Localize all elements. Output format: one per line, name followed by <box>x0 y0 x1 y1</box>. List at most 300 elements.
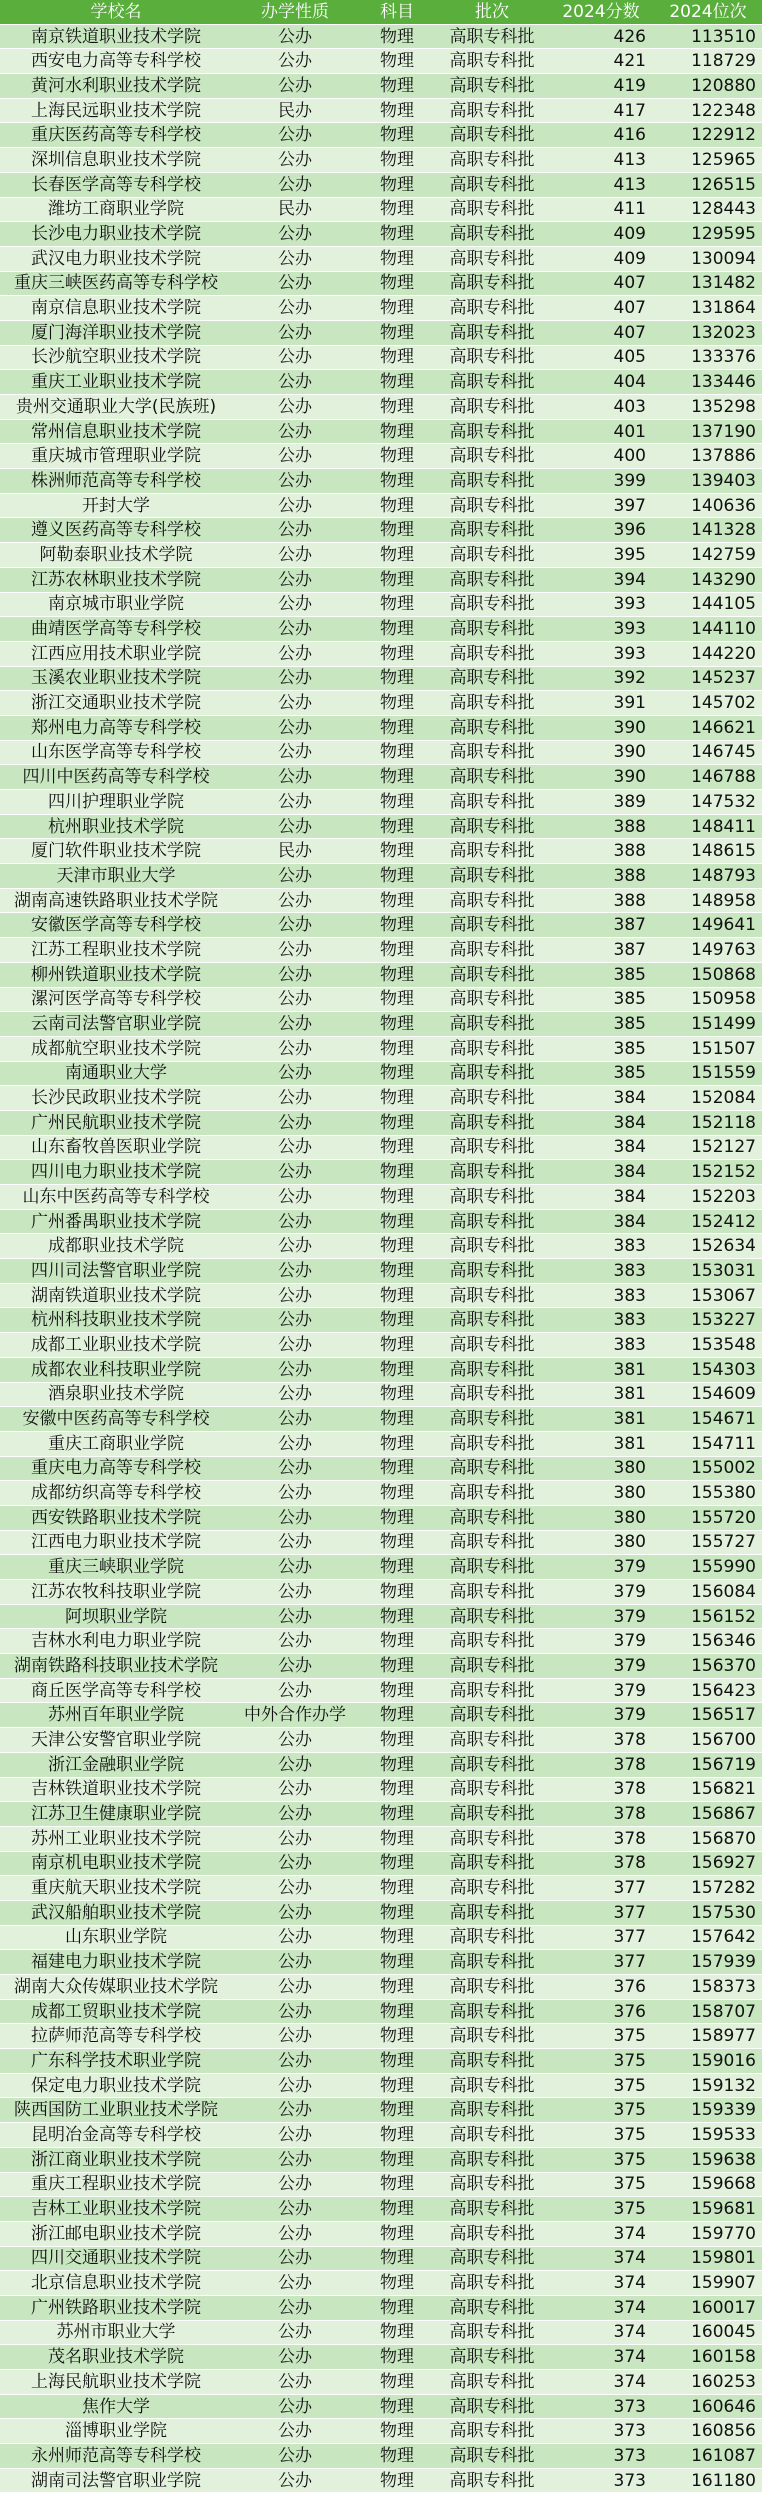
rank-cell: 160017 <box>654 2295 762 2320</box>
school-name-cell: 杭州科技职业技术学院 <box>0 1308 232 1333</box>
batch-cell: 高职专科批 <box>436 1061 548 1086</box>
rank-cell: 156084 <box>654 1580 762 1605</box>
table-row <box>0 222 762 247</box>
batch-cell: 高职专科批 <box>436 1752 548 1777</box>
score-cell: 383 <box>548 1333 654 1358</box>
subject-cell: 物理 <box>358 1728 436 1753</box>
score-cell: 417 <box>548 98 654 123</box>
school-name-cell: 厦门海洋职业技术学院 <box>0 320 232 345</box>
nature-cell: 公办 <box>232 1283 358 1308</box>
subject-cell: 物理 <box>358 1802 436 1827</box>
subject-cell: 物理 <box>358 1604 436 1629</box>
subject-cell: 物理 <box>358 1012 436 1037</box>
subject-cell: 物理 <box>358 1456 436 1481</box>
batch-cell: 高职专科批 <box>436 49 548 74</box>
batch-cell: 高职专科批 <box>436 2271 548 2296</box>
nature-cell: 公办 <box>232 1826 358 1851</box>
score-cell: 379 <box>548 1604 654 1629</box>
subject-cell: 物理 <box>358 148 436 173</box>
nature-cell: 公办 <box>232 2444 358 2469</box>
score-cell: 373 <box>548 2444 654 2469</box>
subject-cell: 物理 <box>358 1407 436 1432</box>
table-body <box>0 24 762 2493</box>
subject-cell: 物理 <box>358 271 436 296</box>
nature-cell: 公办 <box>232 888 358 913</box>
rank-cell: 133376 <box>654 345 762 370</box>
subject-cell: 物理 <box>358 962 436 987</box>
school-name-cell: 重庆航天职业技术学院 <box>0 1876 232 1901</box>
nature-cell: 公办 <box>232 740 358 765</box>
subject-cell: 物理 <box>358 1851 436 1876</box>
rank-cell: 120880 <box>654 74 762 99</box>
rank-cell: 146745 <box>654 740 762 765</box>
nature-cell: 公办 <box>232 1777 358 1802</box>
rank-cell: 159770 <box>654 2221 762 2246</box>
score-cell: 405 <box>548 345 654 370</box>
subject-cell: 物理 <box>358 493 436 518</box>
school-name-cell: 重庆三峡医药高等专科学校 <box>0 271 232 296</box>
subject-cell: 物理 <box>358 2345 436 2370</box>
nature-cell: 公办 <box>232 1975 358 2000</box>
score-cell: 407 <box>548 296 654 321</box>
subject-cell: 物理 <box>358 1061 436 1086</box>
score-cell: 381 <box>548 1431 654 1456</box>
table-row <box>0 814 762 839</box>
batch-cell: 高职专科批 <box>436 617 548 642</box>
table-row <box>0 913 762 938</box>
rank-cell: 150958 <box>654 987 762 1012</box>
table-row <box>0 2370 762 2395</box>
nature-cell: 公办 <box>232 1580 358 1605</box>
rank-cell: 143290 <box>654 567 762 592</box>
school-name-cell: 吉林工业职业技术学院 <box>0 2197 232 2222</box>
nature-cell: 民办 <box>232 839 358 864</box>
score-cell: 384 <box>548 1110 654 1135</box>
table-row <box>0 1876 762 1901</box>
nature-cell: 公办 <box>232 592 358 617</box>
rank-cell: 159132 <box>654 2073 762 2098</box>
rank-cell: 157282 <box>654 1876 762 1901</box>
rank-cell: 131864 <box>654 296 762 321</box>
subject-cell: 物理 <box>358 74 436 99</box>
score-cell: 385 <box>548 1036 654 1061</box>
rank-cell: 156821 <box>654 1777 762 1802</box>
score-cell: 388 <box>548 864 654 889</box>
score-cell: 404 <box>548 370 654 395</box>
nature-cell: 中外合作办学 <box>232 1703 358 1728</box>
subject-cell: 物理 <box>358 24 436 49</box>
batch-cell: 高职专科批 <box>436 2147 548 2172</box>
table-row <box>0 1900 762 1925</box>
school-name-cell: 重庆城市管理职业学院 <box>0 444 232 469</box>
subject-cell: 物理 <box>358 2419 436 2444</box>
subject-cell: 物理 <box>358 1678 436 1703</box>
nature-cell: 公办 <box>232 419 358 444</box>
score-cell: 403 <box>548 395 654 420</box>
subject-cell: 物理 <box>358 543 436 568</box>
score-cell: 387 <box>548 938 654 963</box>
school-name-cell: 遵义医药高等专科学校 <box>0 518 232 543</box>
rank-cell: 139403 <box>654 469 762 494</box>
score-cell: 426 <box>548 24 654 49</box>
nature-cell: 公办 <box>232 2295 358 2320</box>
rank-cell: 152118 <box>654 1110 762 1135</box>
batch-cell: 高职专科批 <box>436 666 548 691</box>
subject-cell: 物理 <box>358 864 436 889</box>
subject-cell: 物理 <box>358 1234 436 1259</box>
subject-cell: 物理 <box>358 2221 436 2246</box>
subject-cell: 物理 <box>358 691 436 716</box>
subject-cell: 物理 <box>358 1555 436 1580</box>
nature-cell: 公办 <box>232 641 358 666</box>
school-name-cell: 南京铁道职业技术学院 <box>0 24 232 49</box>
table-row <box>0 641 762 666</box>
subject-cell: 物理 <box>358 345 436 370</box>
table-row <box>0 1851 762 1876</box>
score-cell: 399 <box>548 469 654 494</box>
score-cell: 379 <box>548 1678 654 1703</box>
nature-cell: 公办 <box>232 1431 358 1456</box>
nature-cell: 公办 <box>232 2394 358 2419</box>
score-cell: 374 <box>548 2221 654 2246</box>
nature-cell: 公办 <box>232 1678 358 1703</box>
batch-cell: 高职专科批 <box>436 913 548 938</box>
subject-cell: 物理 <box>358 1283 436 1308</box>
school-name-cell: 南京城市职业学院 <box>0 592 232 617</box>
nature-cell: 公办 <box>232 1259 358 1284</box>
score-cell: 385 <box>548 987 654 1012</box>
rank-cell: 160158 <box>654 2345 762 2370</box>
batch-cell: 高职专科批 <box>436 715 548 740</box>
table-row <box>0 2197 762 2222</box>
school-name-cell: 长沙电力职业技术学院 <box>0 222 232 247</box>
subject-cell: 物理 <box>358 2049 436 2074</box>
table-row <box>0 1555 762 1580</box>
batch-cell: 高职专科批 <box>436 1431 548 1456</box>
table-row <box>0 1530 762 1555</box>
batch-cell: 高职专科批 <box>436 1234 548 1259</box>
batch-cell: 高职专科批 <box>436 864 548 889</box>
school-name-cell: 苏州市职业大学 <box>0 2320 232 2345</box>
batch-cell: 高职专科批 <box>436 148 548 173</box>
school-name-cell: 吉林水利电力职业学院 <box>0 1629 232 1654</box>
school-name-cell: 陕西国防工业职业技术学院 <box>0 2098 232 2123</box>
batch-cell: 高职专科批 <box>436 419 548 444</box>
table-row <box>0 1505 762 1530</box>
score-cell: 381 <box>548 1357 654 1382</box>
rank-cell: 145237 <box>654 666 762 691</box>
score-cell: 378 <box>548 1851 654 1876</box>
school-name-cell: 南通职业大学 <box>0 1061 232 1086</box>
batch-cell: 高职专科批 <box>436 2246 548 2271</box>
rank-cell: 151499 <box>654 1012 762 1037</box>
table-row <box>0 1036 762 1061</box>
score-cell: 388 <box>548 814 654 839</box>
nature-cell: 公办 <box>232 123 358 148</box>
school-name-cell: 江苏农林职业技术学院 <box>0 567 232 592</box>
rank-cell: 130094 <box>654 246 762 271</box>
batch-cell: 高职专科批 <box>436 1925 548 1950</box>
score-cell: 396 <box>548 518 654 543</box>
school-name-cell: 云南司法警官职业学院 <box>0 1012 232 1037</box>
batch-cell: 高职专科批 <box>436 1629 548 1654</box>
school-name-cell: 重庆电力高等专科学校 <box>0 1456 232 1481</box>
nature-cell: 公办 <box>232 715 358 740</box>
school-name-cell: 天津公安警官职业学院 <box>0 1728 232 1753</box>
batch-cell: 高职专科批 <box>436 1654 548 1679</box>
score-cell: 393 <box>548 617 654 642</box>
nature-cell: 公办 <box>232 913 358 938</box>
table-row <box>0 24 762 49</box>
school-name-cell: 贵州交通职业大学(民族班) <box>0 395 232 420</box>
rank-cell: 131482 <box>654 271 762 296</box>
subject-cell: 物理 <box>358 395 436 420</box>
table-row <box>0 2320 762 2345</box>
subject-cell: 物理 <box>358 246 436 271</box>
rank-cell: 147532 <box>654 790 762 815</box>
batch-cell: 高职专科批 <box>436 1678 548 1703</box>
nature-cell: 公办 <box>232 1604 358 1629</box>
subject-cell: 物理 <box>358 1110 436 1135</box>
school-name-cell: 重庆工商职业学院 <box>0 1431 232 1456</box>
batch-cell: 高职专科批 <box>436 1826 548 1851</box>
school-name-cell: 成都工业职业技术学院 <box>0 1333 232 1358</box>
table-row <box>0 2419 762 2444</box>
school-name-cell: 天津市职业大学 <box>0 864 232 889</box>
batch-cell: 高职专科批 <box>436 493 548 518</box>
table-row <box>0 987 762 1012</box>
batch-cell: 高职专科批 <box>436 296 548 321</box>
rank-cell: 140636 <box>654 493 762 518</box>
school-name-cell: 浙江商业职业技术学院 <box>0 2147 232 2172</box>
table-row <box>0 962 762 987</box>
school-name-cell: 湖南高速铁路职业技术学院 <box>0 888 232 913</box>
school-name-cell: 四川中医药高等专科学校 <box>0 765 232 790</box>
nature-cell: 公办 <box>232 1530 358 1555</box>
nature-cell: 公办 <box>232 271 358 296</box>
batch-cell: 高职专科批 <box>436 567 548 592</box>
score-cell: 379 <box>548 1654 654 1679</box>
nature-cell: 公办 <box>232 2221 358 2246</box>
score-cell: 390 <box>548 740 654 765</box>
score-cell: 385 <box>548 1012 654 1037</box>
batch-cell: 高职专科批 <box>436 1604 548 1629</box>
batch-cell: 高职专科批 <box>436 740 548 765</box>
batch-cell: 高职专科批 <box>436 1876 548 1901</box>
batch-cell: 高职专科批 <box>436 1160 548 1185</box>
subject-cell: 物理 <box>358 888 436 913</box>
rank-cell: 118729 <box>654 49 762 74</box>
rank-cell: 144105 <box>654 592 762 617</box>
header-rank: 2024位次 <box>654 0 762 24</box>
score-cell: 419 <box>548 74 654 99</box>
school-name-cell: 上海民航职业技术学院 <box>0 2370 232 2395</box>
subject-cell: 物理 <box>358 518 436 543</box>
school-name-cell: 西安电力高等专科学校 <box>0 49 232 74</box>
score-cell: 387 <box>548 913 654 938</box>
nature-cell: 公办 <box>232 1357 358 1382</box>
school-name-cell: 吉林铁道职业技术学院 <box>0 1777 232 1802</box>
school-name-cell: 成都航空职业技术学院 <box>0 1036 232 1061</box>
subject-cell: 物理 <box>358 1086 436 1111</box>
subject-cell: 物理 <box>358 2172 436 2197</box>
nature-cell: 公办 <box>232 1505 358 1530</box>
subject-cell: 物理 <box>358 1160 436 1185</box>
nature-cell: 公办 <box>232 864 358 889</box>
table-row <box>0 592 762 617</box>
school-name-cell: 湖南铁道职业技术学院 <box>0 1283 232 1308</box>
school-name-cell: 深圳信息职业技术学院 <box>0 148 232 173</box>
school-name-cell: 浙江邮电职业技术学院 <box>0 2221 232 2246</box>
subject-cell: 物理 <box>358 839 436 864</box>
batch-cell: 高职专科批 <box>436 691 548 716</box>
school-name-cell: 重庆工业职业技术学院 <box>0 370 232 395</box>
subject-cell: 物理 <box>358 1703 436 1728</box>
school-name-cell: 淄博职业学院 <box>0 2419 232 2444</box>
batch-cell: 高职专科批 <box>436 2468 548 2493</box>
table-row <box>0 49 762 74</box>
table-row <box>0 715 762 740</box>
rank-cell: 152127 <box>654 1135 762 1160</box>
school-name-cell: 成都职业技术学院 <box>0 1234 232 1259</box>
school-name-cell: 安徽医学高等专科学校 <box>0 913 232 938</box>
score-cell: 374 <box>548 2345 654 2370</box>
subject-cell: 物理 <box>358 1357 436 1382</box>
table-row <box>0 148 762 173</box>
table-row <box>0 1431 762 1456</box>
table-row <box>0 864 762 889</box>
table-row <box>0 691 762 716</box>
school-name-cell: 四川护理职业学院 <box>0 790 232 815</box>
score-cell: 385 <box>548 1061 654 1086</box>
batch-cell: 高职专科批 <box>436 1135 548 1160</box>
batch-cell: 高职专科批 <box>436 2024 548 2049</box>
school-name-cell: 重庆工程职业技术学院 <box>0 2172 232 2197</box>
table-row <box>0 1086 762 1111</box>
table-row <box>0 2098 762 2123</box>
school-name-cell: 山东医学高等专科学校 <box>0 740 232 765</box>
score-cell: 395 <box>548 543 654 568</box>
score-cell: 421 <box>548 49 654 74</box>
nature-cell: 公办 <box>232 395 358 420</box>
rank-cell: 137886 <box>654 444 762 469</box>
batch-cell: 高职专科批 <box>436 1086 548 1111</box>
rank-cell: 133446 <box>654 370 762 395</box>
batch-cell: 高职专科批 <box>436 2394 548 2419</box>
batch-cell: 高职专科批 <box>436 592 548 617</box>
nature-cell: 公办 <box>232 765 358 790</box>
rank-cell: 153227 <box>654 1308 762 1333</box>
table-row <box>0 345 762 370</box>
school-name-cell: 南京信息职业技术学院 <box>0 296 232 321</box>
school-name-cell: 江苏卫生健康职业学院 <box>0 1802 232 1827</box>
batch-cell: 高职专科批 <box>436 1357 548 1382</box>
score-cell: 375 <box>548 2049 654 2074</box>
batch-cell: 高职专科批 <box>436 1382 548 1407</box>
table-row <box>0 1160 762 1185</box>
score-cell: 375 <box>548 2024 654 2049</box>
table-row <box>0 1802 762 1827</box>
batch-cell: 高职专科批 <box>436 370 548 395</box>
score-cell: 401 <box>548 419 654 444</box>
subject-cell: 物理 <box>358 1654 436 1679</box>
subject-cell: 物理 <box>358 2468 436 2493</box>
table-row <box>0 1580 762 1605</box>
score-cell: 411 <box>548 197 654 222</box>
table-row <box>0 1752 762 1777</box>
school-name-cell: 酒泉职业技术学院 <box>0 1382 232 1407</box>
school-name-cell: 黄河水利职业技术学院 <box>0 74 232 99</box>
rank-cell: 156700 <box>654 1728 762 1753</box>
table-row <box>0 2345 762 2370</box>
table-row <box>0 1456 762 1481</box>
table-row <box>0 1234 762 1259</box>
score-cell: 377 <box>548 1950 654 1975</box>
table-row <box>0 518 762 543</box>
batch-cell: 高职专科批 <box>436 246 548 271</box>
subject-cell: 物理 <box>358 765 436 790</box>
batch-cell: 高职专科批 <box>436 1851 548 1876</box>
school-name-cell: 四川电力职业技术学院 <box>0 1160 232 1185</box>
score-cell: 378 <box>548 1777 654 1802</box>
school-name-cell: 成都工贸职业技术学院 <box>0 1999 232 2024</box>
batch-cell: 高职专科批 <box>436 1777 548 1802</box>
nature-cell: 民办 <box>232 197 358 222</box>
school-name-cell: 广东科学技术职业学院 <box>0 2049 232 2074</box>
batch-cell: 高职专科批 <box>436 1407 548 1432</box>
rank-cell: 122348 <box>654 98 762 123</box>
school-name-cell: 成都纺织高等专科学校 <box>0 1481 232 1506</box>
nature-cell: 公办 <box>232 1851 358 1876</box>
rank-cell: 149641 <box>654 913 762 938</box>
subject-cell: 物理 <box>358 370 436 395</box>
nature-cell: 公办 <box>232 1407 358 1432</box>
subject-cell: 物理 <box>358 2024 436 2049</box>
table-row <box>0 2295 762 2320</box>
nature-cell: 公办 <box>232 493 358 518</box>
score-cell: 380 <box>548 1456 654 1481</box>
rank-cell: 154671 <box>654 1407 762 1432</box>
score-cell: 375 <box>548 2098 654 2123</box>
school-name-cell: 山东职业学院 <box>0 1925 232 1950</box>
nature-cell: 公办 <box>232 1209 358 1234</box>
score-cell: 375 <box>548 2172 654 2197</box>
rank-cell: 160253 <box>654 2370 762 2395</box>
subject-cell: 物理 <box>358 814 436 839</box>
header-subject: 科目 <box>358 0 436 24</box>
batch-cell: 高职专科批 <box>436 395 548 420</box>
nature-cell: 民办 <box>232 98 358 123</box>
table-row <box>0 1308 762 1333</box>
nature-cell: 公办 <box>232 49 358 74</box>
school-name-cell: 上海民远职业技术学院 <box>0 98 232 123</box>
batch-cell: 高职专科批 <box>436 790 548 815</box>
nature-cell: 公办 <box>232 987 358 1012</box>
batch-cell: 高职专科批 <box>436 1728 548 1753</box>
score-cell: 377 <box>548 1900 654 1925</box>
table-row <box>0 1135 762 1160</box>
school-name-cell: 成都农业科技职业学院 <box>0 1357 232 1382</box>
table-row <box>0 1975 762 2000</box>
rank-cell: 149763 <box>654 938 762 963</box>
rank-cell: 155720 <box>654 1505 762 1530</box>
score-cell: 380 <box>548 1481 654 1506</box>
table-row <box>0 2394 762 2419</box>
batch-cell: 高职专科批 <box>436 123 548 148</box>
school-name-cell: 江苏农牧科技职业学院 <box>0 1580 232 1605</box>
subject-cell: 物理 <box>358 1333 436 1358</box>
batch-cell: 高职专科批 <box>436 271 548 296</box>
